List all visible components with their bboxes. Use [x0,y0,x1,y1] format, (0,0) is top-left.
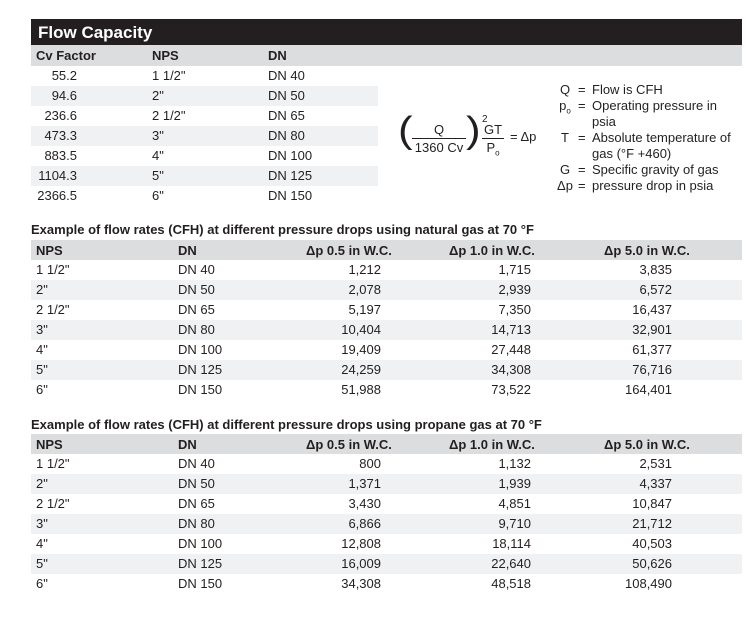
cell-dp-50: 2,531 [639,456,672,471]
natural-gas-row [31,340,742,360]
cell-dn: DN 80 [178,516,215,531]
flow-formula [398,109,548,162]
cell-dp-50: 164,401 [625,382,672,397]
cell-dn: DN 100 [178,536,223,551]
natural-gas-row [31,300,742,320]
cv-nps: 1 1/2" [152,68,186,83]
header-dp-10: Δp 1.0 in W.C. [449,243,535,258]
cell-dp-10: 18,114 [492,536,531,551]
formula-den-2-base: P [486,140,496,155]
cell-dp-10: 73,522 [491,382,531,397]
formula-paren-right: ) [466,109,481,151]
cell-dp-05: 6,866 [348,516,381,531]
cell-dn: DN 65 [178,302,215,317]
cv-value: 55.2 [51,68,77,83]
cv-value: 473.3 [44,128,77,143]
legend-item [556,98,742,130]
header-dp-50: Δp 5.0 in W.C. [604,243,690,258]
legend-symbol: T [561,130,569,145]
legend-symbol-sub: o [566,106,571,116]
cell-nps: 3" [36,322,48,337]
propane-gas-row [31,454,742,474]
propane-gas-row [31,474,742,494]
cell-nps: 3" [36,516,48,531]
cell-dp-05: 1,371 [348,476,381,491]
cell-dp-10: 1,939 [498,476,531,491]
legend-text: Specific gravity of gas [592,162,719,177]
formula-rhs: = Δp [510,129,537,144]
formula-num-1: Q [433,122,445,137]
cell-dp-05: 24,259 [341,362,381,377]
cell-dp-10: 1,715 [498,262,531,277]
propane-gas-title: Example of flow rates (CFH) at different pressure drops using propane gas at 70 °F [31,417,542,432]
cell-nps: 6" [36,576,48,591]
cell-dn: DN 50 [178,282,215,297]
propane-gas-row [31,494,742,514]
header-dp-10: Δp 1.0 in W.C. [449,437,535,452]
cell-dp-05: 12,808 [341,536,381,551]
propane-gas-row [31,574,742,594]
header-dn: DN [178,437,197,452]
flow-capacity-title: Flow Capacity [31,19,742,45]
formula-fraction-1 [412,122,466,155]
formula-den-2-sub: o [495,148,500,158]
cv-table-row [31,126,378,146]
legend-symbol-base: p [559,98,567,113]
cell-dp-05: 51,988 [341,382,381,397]
header-dn: DN [178,243,197,258]
cell-dp-10: 34,308 [491,362,531,377]
cell-dp-05: 10,404 [341,322,381,337]
cv-dn: DN 50 [268,88,305,103]
legend-item [556,82,742,98]
cell-dp-50: 16,437 [632,302,672,317]
natural-gas-row [31,320,742,340]
cell-dp-50: 3,835 [639,262,672,277]
natural-gas-row [31,380,742,400]
cell-dp-10: 2,939 [498,282,531,297]
cell-nps: 1 1/2" [36,456,70,471]
cv-table-row [31,106,378,126]
cell-dn: DN 40 [178,262,215,277]
cell-dp-05: 1,212 [348,262,381,277]
cell-nps: 2 1/2" [36,302,70,317]
cv-dn: DN 80 [268,128,305,143]
cell-dp-10: 22,640 [491,556,531,571]
header-nps: NPS [36,243,63,258]
cell-nps: 2" [36,282,48,297]
legend-item [556,130,742,162]
cv-dn: DN 150 [268,188,313,203]
cell-dp-05: 800 [359,456,381,471]
formula-legend [556,78,742,194]
cell-nps: 2 1/2" [36,496,70,511]
cell-dp-10: 1,132 [498,456,531,471]
cell-dn: DN 40 [178,456,215,471]
formula-den-2 [482,140,504,161]
propane-gas-header [31,434,742,454]
cell-dn: DN 65 [178,496,215,511]
cell-nps: 2" [36,476,48,491]
legend-text: pressure drop in psia [592,178,714,193]
cell-nps: 5" [36,362,48,377]
cv-dn: DN 100 [268,148,313,163]
cell-dp-10: 27,448 [491,342,531,357]
cv-nps: 4" [152,148,164,163]
header-nps: NPS [36,437,63,452]
legend-equals: = [578,82,586,97]
cell-nps: 6" [36,382,48,397]
legend-text: Flow is CFH [592,82,663,97]
legend-symbol: Q [559,82,571,97]
cv-nps: 5" [152,168,164,183]
cv-table-row [31,166,378,186]
cell-dp-05: 16,009 [341,556,381,571]
cell-dp-50: 50,626 [632,556,672,571]
cv-table-row [31,66,378,86]
cv-header-cv: Cv Factor [36,48,96,63]
propane-gas-row [31,554,742,574]
cell-dn: DN 125 [178,362,223,377]
cv-table-header [31,45,742,66]
cell-dp-50: 61,377 [632,342,672,357]
cv-value: 236.6 [44,108,77,123]
cv-value: 883.5 [44,148,77,163]
cell-dp-05: 2,078 [348,282,381,297]
cell-dp-50: 10,847 [632,496,672,511]
cell-dp-50: 32,901 [632,322,672,337]
legend-item [556,178,742,194]
cell-dp-05: 5,197 [348,302,381,317]
natural-gas-row [31,260,742,280]
cv-nps: 3" [152,128,164,143]
cv-value: 2366.5 [37,188,77,203]
cell-dn: DN 100 [178,342,223,357]
natural-gas-row [31,280,742,300]
cell-dp-50: 6,572 [639,282,672,297]
cv-header-dn: DN [268,48,287,63]
cell-dn: DN 125 [178,556,223,571]
header-dp-05: Δp 0.5 in W.C. [306,437,392,452]
formula-paren-left: ( [398,109,413,151]
legend-equals: = [578,178,586,193]
cv-table-row [31,146,378,166]
cell-dp-10: 48,518 [491,576,531,591]
cv-dn: DN 40 [268,68,305,83]
header-dp-05: Δp 0.5 in W.C. [306,243,392,258]
propane-gas-row [31,534,742,554]
legend-text: Operating pressure in psia [592,98,718,129]
cv-nps: 6" [152,188,164,203]
cv-dn: DN 125 [268,168,313,183]
cv-table-row [31,186,378,206]
cv-dn: DN 65 [268,108,305,123]
cell-dp-50: 21,712 [632,516,672,531]
cv-value: 1104.3 [38,168,77,183]
cell-dp-10: 4,851 [498,496,531,511]
cell-dp-10: 7,350 [498,302,531,317]
header-dp-50: Δp 5.0 in W.C. [604,437,690,452]
formula-den-1: 1360 Cv [414,140,464,155]
cell-dn: DN 50 [178,476,215,491]
cell-dp-10: 14,713 [491,322,531,337]
cell-dp-05: 34,308 [341,576,381,591]
cv-header-nps: NPS [152,48,179,63]
legend-text: Absolute temperature of gas (°F +460) [592,130,731,161]
cell-dn: DN 150 [178,576,223,591]
formula-exponent: 2 [482,114,488,125]
propane-gas-row [31,514,742,534]
cell-dp-50: 4,337 [639,476,672,491]
natural-gas-title: Example of flow rates (CFH) at different pressure drops using natural gas at 70 °F [31,222,534,237]
legend-symbol: Δp [557,178,573,193]
natural-gas-header [31,240,742,260]
cell-dn: DN 80 [178,322,215,337]
formula-num-2: GT [483,122,503,137]
cell-dp-05: 19,409 [341,342,381,357]
legend-symbol: G [559,162,571,177]
cell-dp-50: 76,716 [632,362,672,377]
cv-table-row [31,86,378,106]
cv-nps: 2" [152,88,164,103]
cell-nps: 1 1/2" [36,262,70,277]
cell-dp-50: 108,490 [625,576,672,591]
legend-equals: = [578,130,586,145]
cell-dp-50: 40,503 [632,536,672,551]
formula-fraction-2 [482,122,504,161]
natural-gas-row [31,360,742,380]
legend-equals: = [578,162,586,177]
cell-nps: 4" [36,342,48,357]
legend-symbol [556,98,574,120]
cell-dn: DN 150 [178,382,223,397]
cell-nps: 5" [36,556,48,571]
cell-dp-10: 9,710 [498,516,531,531]
legend-item [556,162,742,178]
cv-value: 94.6 [51,88,77,103]
cell-dp-05: 3,430 [348,496,381,511]
legend-equals: = [578,98,586,113]
cv-nps: 2 1/2" [152,108,186,123]
cell-nps: 4" [36,536,48,551]
